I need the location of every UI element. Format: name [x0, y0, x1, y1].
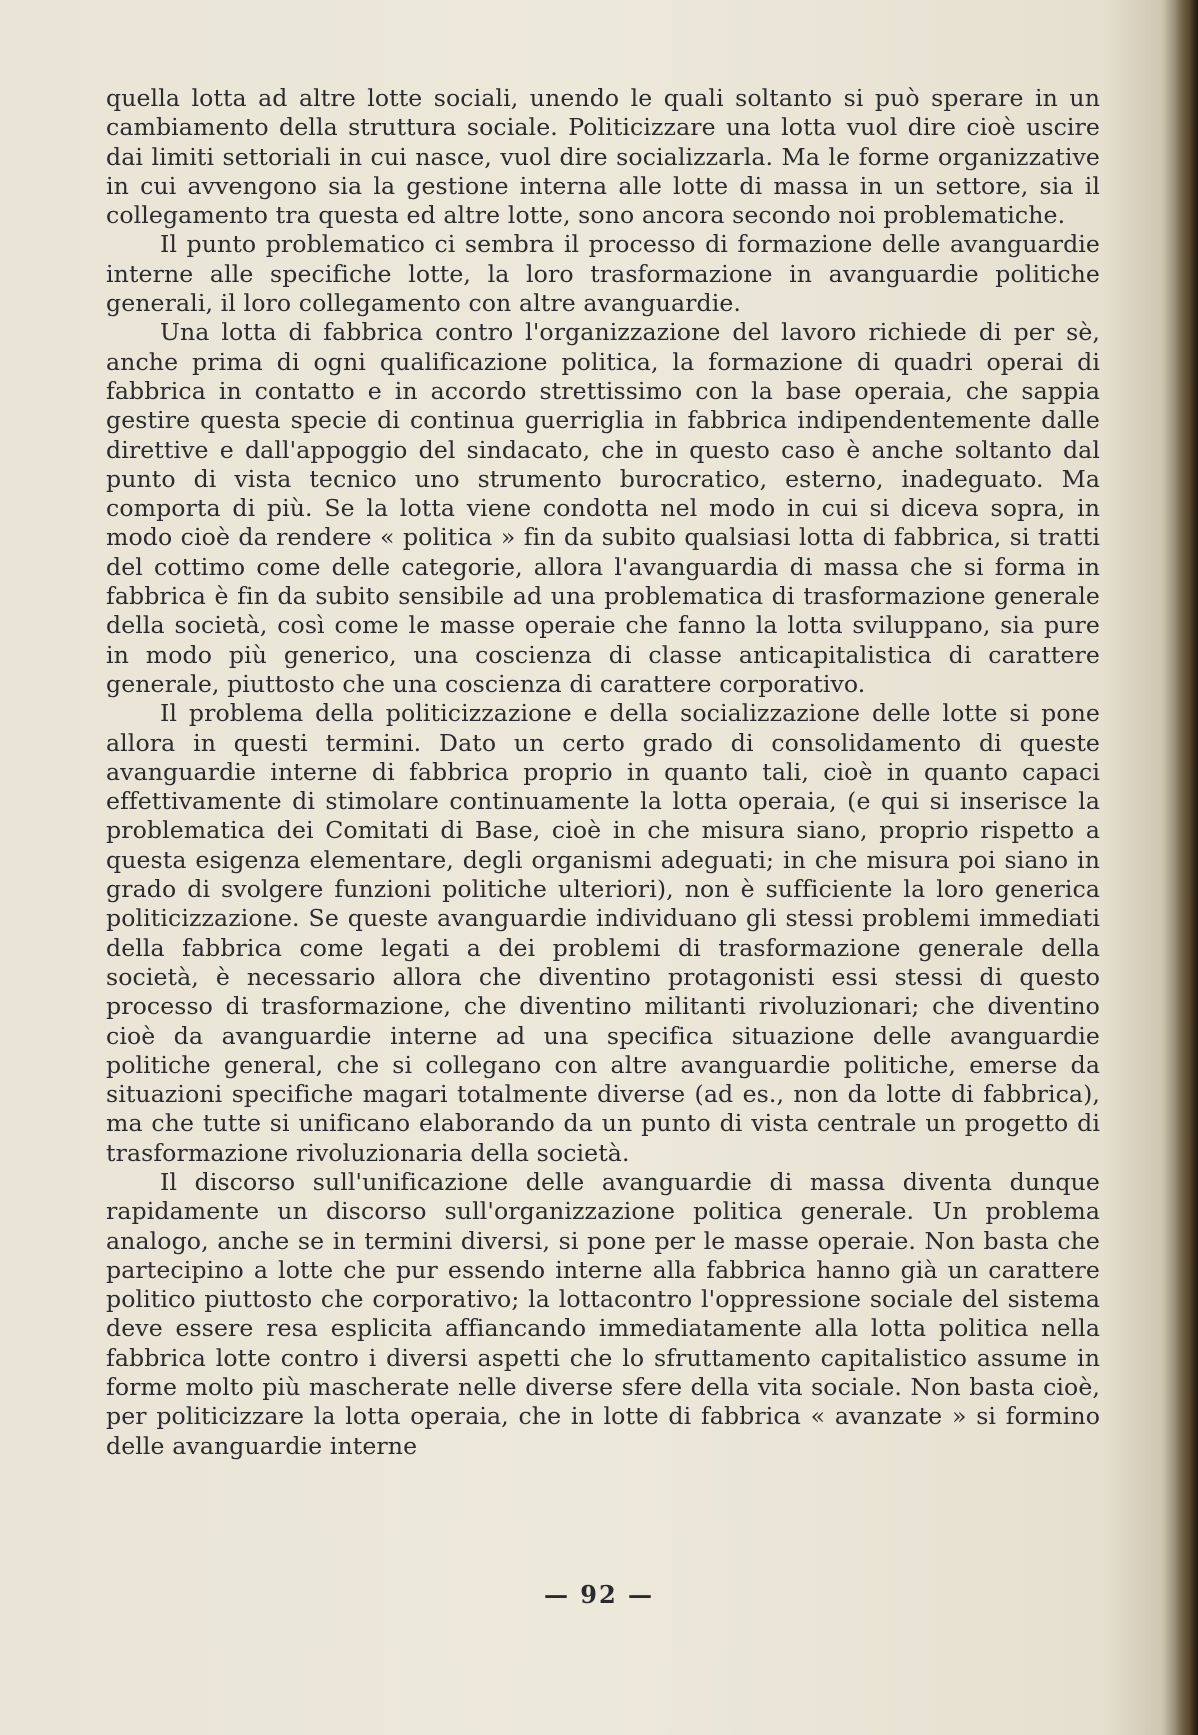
body-text: [106, 84, 1100, 1461]
paragraph-1: quella lotta ad altre lotte sociali, unendo le quali soltanto si può sperare in un cambiamento della struttura sociale. Politicizzare una lotta vuol dire cioè uscire dai limiti settoriali in cui nasce, vuol dire socializzarla. Ma le forme organizzative in cui avvengono sia la gestione interna alle lotte di massa in un settore, sia il collegamento tra questa ed altre lotte, sono ancora secondo noi problematiche.: [106, 84, 1100, 230]
paragraph-2: Il punto problematico ci sembra il processo di formazione delle avanguardie interne alle specifiche lotte, la loro trasformazione in avanguardie politiche generali, il loro collegamento con altre avanguardie.: [106, 230, 1100, 318]
paragraph-5: Il discorso sull'unificazione delle avanguardie di massa diventa dunque rapidamente un discorso sull'organizzazione politica generale. Un problema analogo, anche se in termini diversi, si pone per le masse operaie. Non basta che partecipino a lotte che pur essendo interne alla fabbrica hanno già un carattere politico piuttosto che corporativo; la lottacontro l'oppressione sociale del sistema deve essere resa esplicita affiancando immediatamente alla lotta politica nella fabbrica lotte contro i diversi aspetti che lo sfruttamento capitalistico assume in forme molto più mascherate nelle diverse sfere della vita sociale. Non basta cioè, per politicizzare la lotta operaia, che in lotte di fabbrica « avanzate » si formino delle avanguardie interne: [106, 1167, 1100, 1460]
page-edge-shadow: [1176, 0, 1198, 1735]
paragraph-4: Il problema della politicizzazione e della socializzazione delle lotte si pone allora in questi termini. Dato un certo grado di consolidamento di queste avanguardie interne di fabbrica proprio in quanto tali, cioè in quanto capaci effettivamente di stimolare continuamente la lotta operaia, (e qui si inserisce la problematica dei Comitati di Base, cioè in che misura siano, proprio rispetto a questa esigenza elementare, degli organismi adeguati; in che misura poi siano in grado di svolgere funzioni politiche ulteriori), non è sufficiente la loro generica politicizzazione. Se queste avanguardie individuano gli stessi problemi immediati della fabbrica come legati a dei problemi di trasformazione generale della società, è necessario allora che diventino protagonisti essi stessi di questo processo di trasformazione, che diventino militanti rivoluzionari; che diventino cioè da avanguardie interne ad una specifica situazione delle avanguardie politiche general, che si collegano con altre avanguardie politiche, emerse da situazioni specifiche magari totalmente diverse (ad es., non da lotte di fabbrica), ma che tutte si unificano elaborando da un punto di vista centrale un progetto di trasformazione rivoluzionaria della società.: [106, 699, 1100, 1167]
paragraph-3: Una lotta di fabbrica contro l'organizzazione del lavoro richiede di per sè, anche prima di ogni qualificazione politica, la formazione di quadri operai di fabbrica in contatto e in accordo strettissimo con la base operaia, che sappia gestire questa specie di continua guerriglia in fabbrica indipendentemente dalle direttive e dall'appoggio del sindacato, che in questo caso è anche soltanto dal punto di vista tecnico uno strumento burocratico, esterno, inadeguato. Ma comporta di più. Se la lotta viene condotta nel modo in cui si diceva sopra, in modo cioè da rendere « politica » fin da subito qualsiasi lotta di fabbrica, si tratti del cottimo come delle categorie, allora l'avanguardia di massa che si forma in fabbrica è fin da subito sensibile ad una problematica di trasformazione generale della società, così come le masse operaie che fanno la lotta sviluppano, sia pure in modo più generico, una coscienza di classe anticapitalistica di carattere generale, piuttosto che una coscienza di carattere corporativo.: [106, 318, 1100, 698]
page-number: — 92 —: [543, 1580, 655, 1609]
